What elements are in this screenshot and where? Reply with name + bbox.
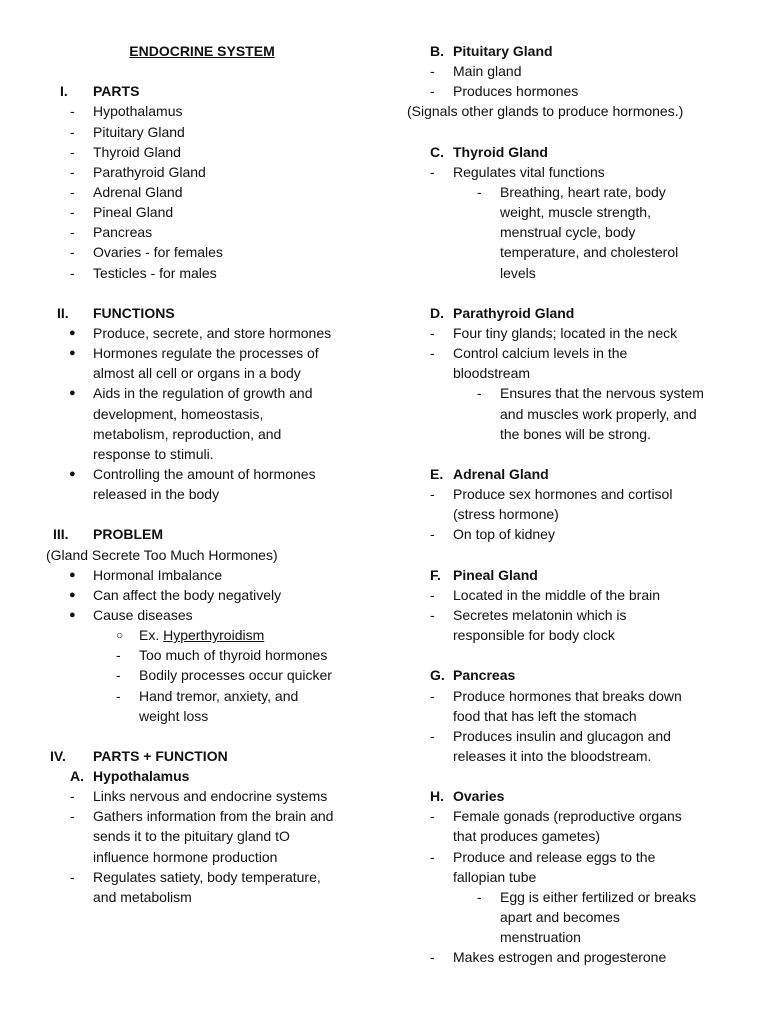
list-item-continued: metabolism, reproduction, and	[93, 425, 282, 442]
list-item-continued: responsible for body clock	[453, 627, 615, 644]
list-item: Located in the middle of the brain	[453, 586, 661, 603]
list-item-continued: influence hormone production	[93, 848, 278, 865]
list-item: Hypothalamus	[93, 103, 183, 120]
bullet-marker: ●	[69, 588, 76, 601]
subsection-letter: E.	[430, 465, 444, 482]
list-item-continued: releases it into the bloodstream.	[453, 747, 652, 764]
list-item: Main gland	[453, 63, 522, 80]
dash-marker: -	[70, 868, 75, 885]
section-number: I.	[60, 83, 68, 100]
list-item: Control calcium levels in the	[453, 345, 628, 362]
dash-marker: -	[477, 183, 482, 200]
subsection-letter: C.	[430, 143, 444, 160]
list-item-continued: fallopian tube	[453, 868, 537, 885]
list-item: Links nervous and endocrine systems	[93, 788, 328, 805]
subsection-heading-pineal: Pineal Gland	[453, 566, 538, 583]
section-number: II.	[57, 304, 69, 321]
list-item: On top of kidney	[453, 526, 555, 543]
list-item: Female gonads (reproductive organs	[453, 808, 682, 825]
list-item-continued: almost all cell or organs in a body	[93, 365, 301, 382]
dash-marker: -	[430, 586, 435, 603]
subsection-heading-pituitary: Pituitary Gland	[453, 43, 553, 59]
section-heading-functions: FUNCTIONS	[93, 304, 175, 321]
bullet-marker: ●	[69, 387, 76, 400]
sub-item-continued: weight loss	[139, 707, 209, 724]
circle-marker: ○	[116, 628, 124, 643]
list-item-continued: development, homeostasis,	[93, 405, 264, 422]
sub-item: Hand tremor, anxiety, and	[139, 687, 299, 704]
list-item: Pineal Gland	[93, 204, 174, 221]
dash-marker: -	[70, 244, 75, 261]
document-title: ENDOCRINE SYSTEM	[129, 43, 275, 59]
dash-marker: -	[430, 163, 435, 180]
dash-marker: -	[70, 204, 75, 221]
dash-marker: -	[430, 606, 435, 623]
bullet-marker: ●	[69, 568, 76, 581]
list-item-continued: (stress hormone)	[453, 506, 559, 523]
subsection-letter: G.	[430, 667, 445, 684]
subsection-letter: F.	[430, 566, 441, 583]
sub-item-continued: levels	[500, 264, 536, 281]
sub-item: Breathing, heart rate, body	[500, 183, 666, 200]
subsection-letter: H.	[430, 788, 444, 805]
bullet-marker: ●	[69, 467, 76, 480]
dash-marker: -	[70, 123, 75, 140]
list-item: Produces hormones	[453, 83, 579, 100]
list-item: Regulates satiety, body temperature,	[93, 868, 321, 885]
dash-marker: -	[430, 727, 435, 744]
list-item: Hormonal Imbalance	[93, 566, 223, 583]
subsection-heading-ovaries: Ovaries	[453, 788, 505, 805]
list-item: Hormones regulate the processes of	[93, 345, 319, 362]
section-number: III.	[53, 526, 69, 543]
subsection-letter: B.	[430, 43, 444, 59]
section-note: (Gland Secrete Too Much Hormones)	[46, 546, 278, 563]
dash-marker: -	[430, 324, 435, 341]
left-column	[40, 41, 380, 907]
dash-marker: -	[430, 949, 435, 966]
subsection-heading-parathyroid: Parathyroid Gland	[453, 304, 575, 321]
dash-marker: -	[430, 848, 435, 865]
dash-marker: -	[477, 385, 482, 402]
list-item: Adrenal Gland	[93, 183, 183, 200]
sub-item: Too much of thyroid hormones	[139, 647, 328, 664]
sub-item-continued: menstruation	[500, 929, 581, 946]
sub-item-continued: apart and becomes	[500, 909, 620, 926]
list-item-continued: food that has left the stomach	[453, 707, 637, 724]
section-heading-parts: PARTS	[93, 83, 140, 100]
bullet-marker: ●	[69, 608, 76, 621]
dash-marker: -	[430, 687, 435, 704]
sub-item-continued: weight, muscle strength,	[500, 204, 651, 221]
dash-marker: -	[430, 345, 435, 362]
list-item: Ovaries - for females	[93, 244, 223, 261]
list-item: Parathyroid Gland	[93, 163, 206, 180]
dash-marker: -	[430, 526, 435, 543]
sub-item-continued: and muscles work properly, and	[500, 405, 697, 422]
sub-item-continued: menstrual cycle, body	[500, 224, 636, 241]
dash-marker: -	[70, 224, 75, 241]
example-prefix: Ex.	[139, 627, 160, 644]
example-term: Hyperthyroidism	[163, 627, 265, 644]
list-item-continued: that produces gametes)	[453, 828, 601, 845]
dash-marker: -	[70, 808, 75, 825]
list-item: Four tiny glands; located in the neck	[453, 324, 678, 341]
dash-marker: -	[116, 647, 121, 664]
dash-marker: -	[430, 63, 435, 80]
list-item: Regulates vital functions	[453, 163, 605, 180]
list-item-continued: and metabolism	[93, 888, 192, 905]
dash-marker: -	[70, 163, 75, 180]
dash-marker: -	[70, 264, 75, 281]
bullet-marker: ●	[69, 326, 76, 339]
sub-item-continued: temperature, and cholesterol	[500, 244, 679, 261]
list-item: Gathers information from the brain and	[93, 808, 334, 825]
list-item: Produce sex hormones and cortisol	[453, 486, 673, 503]
list-item: Produces insulin and glucagon and	[453, 727, 671, 744]
list-item: Produce hormones that breaks down	[453, 687, 682, 704]
dash-marker: -	[70, 143, 75, 160]
subsection-letter: A.	[70, 768, 84, 785]
section-number: IV.	[50, 747, 66, 764]
dash-marker: -	[116, 687, 121, 704]
bullet-marker: ●	[69, 347, 76, 360]
subsection-heading-adrenal: Adrenal Gland	[453, 465, 549, 482]
section-heading-parts-function: PARTS + FUNCTION	[93, 747, 228, 764]
list-item: Produce and release eggs to the	[453, 848, 656, 865]
subsection-letter: D.	[430, 304, 444, 321]
section-note: (Signals other glands to produce hormones.)	[407, 103, 684, 120]
sub-item: Egg is either fertilized or breaks	[500, 888, 697, 905]
list-item: Secretes melatonin which is	[453, 606, 627, 623]
list-item: Controlling the amount of hormones	[93, 465, 316, 482]
sub-item: Bodily processes occur quicker	[139, 667, 332, 684]
dash-marker: -	[70, 183, 75, 200]
list-item: Pituitary Gland	[93, 123, 185, 140]
list-item: Cause diseases	[93, 606, 193, 623]
right-column	[400, 41, 740, 967]
list-item: Makes estrogen and progesterone	[453, 949, 667, 966]
sub-item: Ensures that the nervous system	[500, 385, 704, 402]
list-item-continued: released in the body	[93, 486, 220, 503]
dash-marker: -	[430, 83, 435, 100]
list-item-continued: sends it to the pituitary gland tO	[93, 828, 290, 845]
list-item: Pancreas	[93, 224, 153, 241]
subsection-heading-pancreas: Pancreas	[453, 667, 516, 684]
dash-marker: -	[70, 788, 75, 805]
list-item-continued: bloodstream	[453, 365, 531, 382]
dash-marker: -	[430, 808, 435, 825]
dash-marker: -	[116, 667, 121, 684]
list-item: Thyroid Gland	[93, 143, 181, 160]
dash-marker: -	[477, 888, 482, 905]
list-item-continued: response to stimuli.	[93, 445, 214, 462]
sub-item-continued: the bones will be strong.	[500, 425, 651, 442]
subsection-heading-hypothalamus: Hypothalamus	[93, 768, 190, 785]
dash-marker: -	[70, 103, 75, 120]
list-item: Produce, secrete, and store hormones	[93, 324, 332, 341]
section-heading-problem: PROBLEM	[93, 526, 163, 543]
list-item: Can affect the body negatively	[93, 586, 282, 603]
subsection-heading-thyroid: Thyroid Gland	[453, 143, 548, 160]
list-item: Testicles - for males	[93, 264, 217, 281]
dash-marker: -	[430, 486, 435, 503]
list-item: Aids in the regulation of growth and	[93, 385, 313, 402]
